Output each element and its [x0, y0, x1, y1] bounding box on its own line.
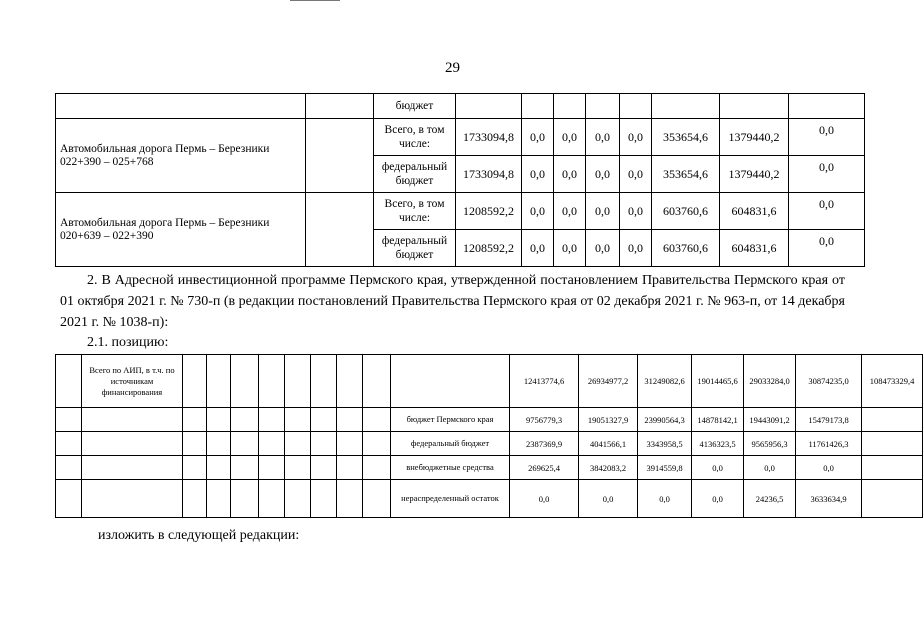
table-cell: [337, 480, 363, 518]
value-cell: 3914559,8: [638, 456, 692, 480]
table-cell: [259, 355, 285, 408]
table-row: [56, 119, 865, 156]
source-cell: федеральный бюджет: [374, 230, 456, 267]
value-cell: 26934977,2: [579, 355, 638, 408]
value-cell: [456, 94, 522, 119]
source-label-cell: федеральный бюджет: [391, 432, 510, 456]
value-cell: 19014465,6: [692, 355, 744, 408]
value-cell: 0,0: [522, 119, 554, 156]
total-label-cell: Всего по АИП, в т.ч. по источникам финансирования: [82, 355, 183, 408]
roads-table: [55, 93, 865, 267]
value-cell: 3343958,5: [638, 432, 692, 456]
value-cell: [720, 94, 789, 119]
value-cell: [620, 94, 652, 119]
source-label-cell: бюджет Пермского края: [391, 408, 510, 432]
table-cell: [363, 408, 391, 432]
table-row: [56, 408, 923, 432]
value-cell: 1379440,2: [720, 156, 789, 193]
paragraph-amendment: 2. В Адресной инвестиционной программе Пермского края, утвержденной постановлением Правительства Пермского края от 01 октября 2021 г. № 730-п (в редакции постановлений Правительства Пермского края от 02 декабря 2021 г. № 963-п, от 14 декабря 2021 г. № 1038-п):: [60, 273, 845, 330]
table-cell: [337, 432, 363, 456]
top-divider: [290, 0, 340, 1]
value-cell: 1379440,2: [720, 119, 789, 156]
table-cell: [82, 432, 183, 456]
table-cell: [259, 408, 285, 432]
table-cell: [311, 456, 337, 480]
table-cell: [207, 480, 231, 518]
value-cell: [862, 408, 923, 432]
table-cell: [183, 355, 207, 408]
table-cell: [285, 355, 311, 408]
table-cell: [56, 480, 82, 518]
table-row: [56, 355, 923, 408]
source-label-cell: нераспределенный остаток: [391, 480, 510, 518]
table-row: [56, 456, 923, 480]
value-cell: 0,0: [586, 193, 620, 230]
table-cell: [259, 480, 285, 518]
road-name-cell: Автомобильная дорога Пермь – Березники 022+390 – 025+768: [56, 119, 306, 193]
table-cell: [337, 408, 363, 432]
value-cell: [789, 94, 865, 119]
table-row: [56, 193, 865, 230]
value-cell: 1208592,2: [456, 193, 522, 230]
value-cell: 353654,6: [652, 156, 720, 193]
value-cell: [862, 432, 923, 456]
value-cell: 1733094,8: [456, 156, 522, 193]
paragraph-position: 2.1. позицию:: [87, 335, 169, 350]
value-cell: 9565956,3: [744, 432, 796, 456]
value-cell: 0,0: [789, 193, 865, 230]
table-cell: [363, 456, 391, 480]
value-cell: [586, 94, 620, 119]
value-cell: 1208592,2: [456, 230, 522, 267]
value-cell: 2387369,9: [510, 432, 579, 456]
table-cell: [56, 94, 306, 119]
value-cell: 9756779,3: [510, 408, 579, 432]
value-cell: 0,0: [586, 230, 620, 267]
table-cell: [337, 456, 363, 480]
value-cell: 0,0: [554, 119, 586, 156]
value-cell: 0,0: [692, 480, 744, 518]
table-cell: [231, 456, 259, 480]
value-cell: 0,0: [620, 156, 652, 193]
value-cell: 0,0: [638, 480, 692, 518]
table-row: [56, 432, 923, 456]
table-cell: [56, 408, 82, 432]
road-name-cell: Автомобильная дорога Пермь – Березники 020+639 – 022+390: [56, 193, 306, 267]
table-cell: [82, 408, 183, 432]
value-cell: 0,0: [620, 119, 652, 156]
value-cell: [522, 94, 554, 119]
table-cell: [311, 432, 337, 456]
value-cell: 14878142,1: [692, 408, 744, 432]
value-cell: 15479173,8: [796, 408, 862, 432]
value-cell: 0,0: [554, 193, 586, 230]
value-cell: 603760,6: [652, 230, 720, 267]
table-cell: [231, 355, 259, 408]
table-cell: [285, 408, 311, 432]
value-cell: 0,0: [522, 156, 554, 193]
table-cell: [311, 408, 337, 432]
value-cell: 3633634,9: [796, 480, 862, 518]
value-cell: 0,0: [522, 230, 554, 267]
paragraph-new-edition: изложить в следующей редакции:: [98, 528, 300, 543]
value-cell: 4136323,5: [692, 432, 744, 456]
value-cell: 603760,6: [652, 193, 720, 230]
value-cell: 11761426,3: [796, 432, 862, 456]
table-cell: [259, 456, 285, 480]
value-cell: 19443091,2: [744, 408, 796, 432]
table-cell: [82, 480, 183, 518]
value-cell: 23990564,3: [638, 408, 692, 432]
value-cell: 24236,5: [744, 480, 796, 518]
value-cell: 1733094,8: [456, 119, 522, 156]
value-cell: 604831,6: [720, 230, 789, 267]
table-cell: [56, 456, 82, 480]
value-cell: 4041566,1: [579, 432, 638, 456]
table-row: [56, 94, 865, 119]
table-cell: [363, 480, 391, 518]
value-cell: 604831,6: [720, 193, 789, 230]
value-cell: [652, 94, 720, 119]
table-cell: [231, 408, 259, 432]
value-cell: 19051327,9: [579, 408, 638, 432]
table-cell: [337, 355, 363, 408]
value-cell: 0,0: [789, 119, 865, 156]
value-cell: 3842083,2: [579, 456, 638, 480]
value-cell: 353654,6: [652, 119, 720, 156]
value-cell: [862, 456, 923, 480]
table-cell: [311, 355, 337, 408]
table-cell: [207, 456, 231, 480]
value-cell: 0,0: [620, 230, 652, 267]
value-cell: 0,0: [692, 456, 744, 480]
table-cell: [207, 355, 231, 408]
value-cell: 269625,4: [510, 456, 579, 480]
value-cell: 0,0: [796, 456, 862, 480]
table-cell: [363, 355, 391, 408]
source-cell: бюджет: [374, 94, 456, 119]
value-cell: [862, 480, 923, 518]
value-cell: 0,0: [522, 193, 554, 230]
source-cell: Всего, в том числе:: [374, 119, 456, 156]
value-cell: 31249082,6: [638, 355, 692, 408]
value-cell: 0,0: [586, 119, 620, 156]
value-cell: 0,0: [510, 480, 579, 518]
table-cell: [56, 355, 82, 408]
value-cell: 0,0: [554, 156, 586, 193]
value-cell: 0,0: [744, 456, 796, 480]
source-cell: федеральный бюджет: [374, 156, 456, 193]
value-cell: 0,0: [586, 156, 620, 193]
value-cell: 30874235,0: [796, 355, 862, 408]
table-row: [56, 480, 923, 518]
table-cell: [231, 432, 259, 456]
table-cell: [183, 432, 207, 456]
table-cell: [207, 408, 231, 432]
source-cell: Всего, в том числе:: [374, 193, 456, 230]
aip-table: [55, 354, 923, 518]
value-cell: 0,0: [789, 156, 865, 193]
table-cell: [183, 480, 207, 518]
value-cell: 12413774,6: [510, 355, 579, 408]
table-cell: [391, 355, 510, 408]
table-cell: [285, 432, 311, 456]
table-cell: [56, 432, 82, 456]
value-cell: 0,0: [620, 193, 652, 230]
value-cell: [554, 94, 586, 119]
table-cell: [183, 408, 207, 432]
table-cell: [306, 119, 374, 193]
table-cell: [183, 456, 207, 480]
table-cell: [285, 456, 311, 480]
table-cell: [207, 432, 231, 456]
table-cell: [306, 94, 374, 119]
table-cell: [363, 432, 391, 456]
table-cell: [285, 480, 311, 518]
value-cell: 108473329,4: [862, 355, 923, 408]
table-cell: [259, 432, 285, 456]
value-cell: 29033284,0: [744, 355, 796, 408]
value-cell: 0,0: [789, 230, 865, 267]
value-cell: 0,0: [579, 480, 638, 518]
value-cell: 0,0: [554, 230, 586, 267]
table-cell: [82, 456, 183, 480]
table-cell: [306, 193, 374, 267]
source-label-cell: внебюджетные средства: [391, 456, 510, 480]
page-number: 29: [445, 60, 460, 76]
table-cell: [311, 480, 337, 518]
table-cell: [231, 480, 259, 518]
